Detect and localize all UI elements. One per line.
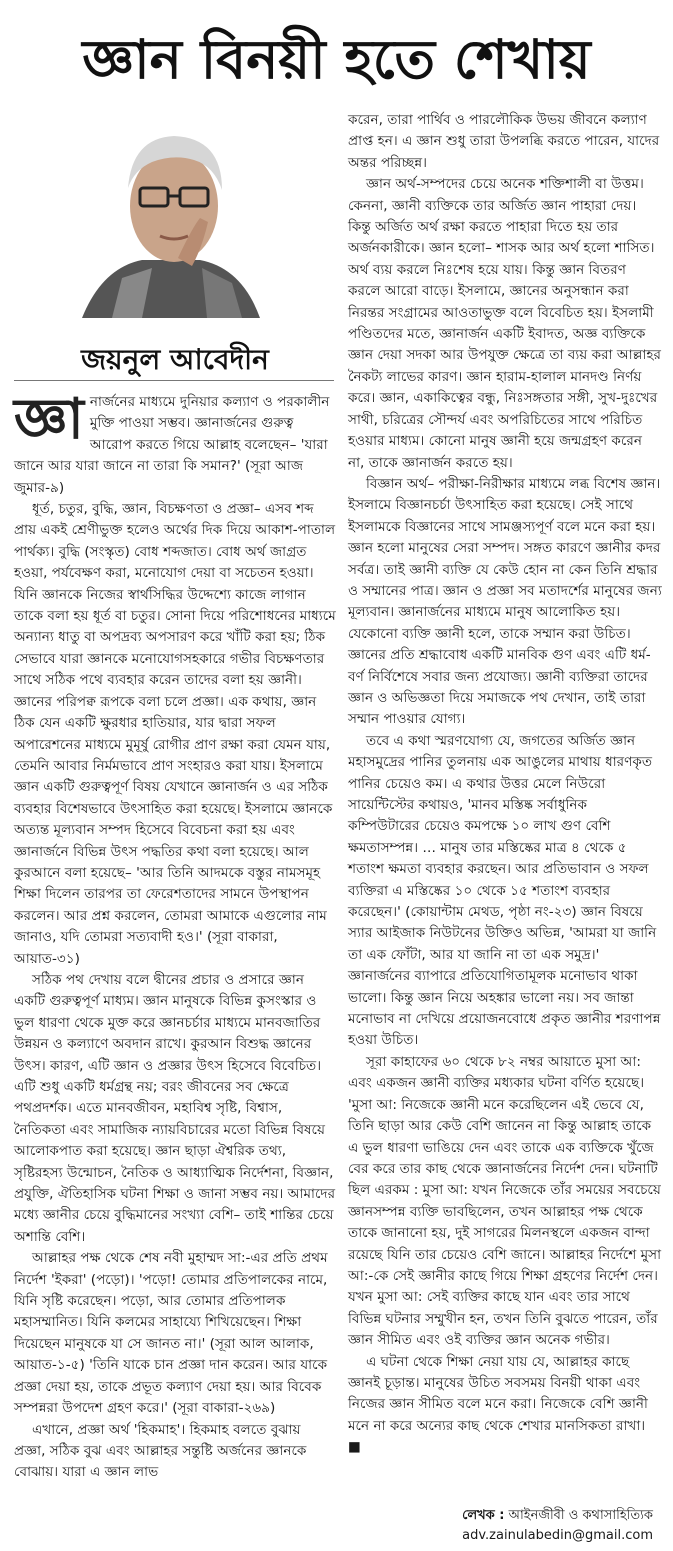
paragraph: সূরা কাহাফের ৬০ থেকে ৮২ নম্বর আয়াতে মুসা আ: এবং একজন জ্ঞানী ব্যক্তির মধ্যকার ঘটনা বর্ণিত হয়েছে। 'মুসা আ: নিজেকে জ্ঞানী মনে করেছিলেন এই ভেবে যে, তিনি ছাড়া আর কেউ বেশি জানেন না কিন্তু আল্লাহ তাকে এ ভুল ধারণা ভাঙিয়ে দেন এবং তাকে এক ব্যক্তিকে খুঁজে বের করে তার কাছ থেকে জ্ঞানার্জনের নির্দেশ দেন। ঘটনাটি ছিল এরকম : মুসা আ: যখন নিজেকে তাঁর সময়ের সবচেয়ে জ্ঞানসম্পন্ন ব্যক্তি ভাবছিলেন, তখন আল্লাহর পক্ষ থেকে তাকে জানানো হয়, দুই সাগরের মিলনস্থলে একজন বান্দা রয়েছে যিনি তার চেয়েও বেশি জানে। আল্লাহর নির্দেশে মুসা আ:-কে সেই জ্ঞানীর কাছে গিয়ে শিক্ষা গ্রহণের নির্দেশ দেন। যখন মুসা আ: সেই ব্যক্তির কাছে যান এবং তার সাথে বিভিন্ন ঘটনার সম্মুখীন হন, তখন তিনি বুঝতে পারেন, তাঁর জ্ঞান সীমিত এবং ওই ব্যক্তির জ্ঞান অনেক গভীর।: [348, 1053, 662, 1349]
author-footer: [462, 1506, 653, 1546]
author-credit-text: আইনজীবী ও কথাসাহিত্যিক: [508, 1508, 653, 1523]
left-column: [14, 386, 336, 1484]
author-credit-label: লেখক :: [462, 1508, 505, 1523]
author-byline: জয়নুল আবেদীন: [81, 343, 269, 376]
author-photo: [82, 118, 260, 318]
paragraph: ধূর্ত, চতুর, বুদ্ধি, জ্ঞান, বিচক্ষণতা ও প্রজ্ঞা– এসব শব্দ প্রায় একই শ্রেণীভুক্ত হলেও অর্থের দিক দিয়ে আকাশ-পাতাল পার্থক্য। বুদ্ধি (সংস্কৃত) বোধ শব্দজাত। বোধ অর্থ জাগ্রত হওয়া, পর্যবেক্ষণ করা, মনোযোগ দেয়া বা সচেতন হওয়া। যিনি জ্ঞানকে নিজের স্বার্থসিদ্ধির উদ্দেশ্যে কাজে লাগান তাকে বলা হয় ধূর্ত বা চতুর। সোনা দিয়ে পরিশোধনের মাধ্যমে অন্যান্য ধাতু বা অপদ্রব্য অপসারণ করে খাঁটি করা হয়; ঠিক সেভাবে যারা জ্ঞানকে মনোযোগসহকারে গভীর বিচক্ষণতার সাথে সঠিক পথে ব্যবহার করেন তাদের বলা হয় জ্ঞানী। জ্ঞানের পরিপক্ব রূপকে বলা চলে প্রজ্ঞা। এক কথায়, জ্ঞান ঠিক যেন একটি ক্ষুরধার হাতিয়ার, যার দ্বারা সফল অপারেশনের মাধ্যমে মুমূর্ষু রোগীর প্রাণ রক্ষা করা যেমন যায়, তেমনি আবার নির্মমভাবে প্রাণ সংহারও করা যায়। ইসলামে জ্ঞান একটি গুরুত্বপূর্ণ বিষয় যেখানে জ্ঞানার্জন ও এর সঠিক ব্যবহার বিশেষভাবে উৎসাহিত করা হয়েছে। ইসলামে জ্ঞানকে অত্যন্ত মূল্যবান সম্পদ হিসেবে বিবেচনা করা হয় এবং জ্ঞানার্জনে বিভিন্ন উৎস পদ্ধতির কথা বলা হয়েছে। আল কুরআনে বলা হয়েছে– 'আর তিনি আদমকে বস্তুর নামসমূহ শিক্ষা দিলেন তারপর তা ফেরেশতাদের সামনে উপস্থাপন করলেন। আর প্রশ্ন করলেন, তোমরা আমাকে এগুলোর নাম জানাও, যদি তোমরা সত্যবাদী হও।' (সূরা বাকারা, আয়াত-৩১): [14, 501, 336, 967]
paragraph: [14, 386, 336, 499]
paragraph: আল্লাহর পক্ষ থেকে শেষ নবী মুহাম্মদ সা:-এর প্রতি প্রথম নির্দেশ 'ইকরা' (পড়ো)। 'পড়ো! তোমার প্রতিপালকের নামে, যিনি সৃষ্টি করেছেন। পড়ো, আর তোমার প্রতিপালক মহাসম্মানিত। যিনি কলমের সাহায্যে শিখিয়েছেন। শিক্ষা দিয়েছেন মানুষকে যা সে জানত না।' (সূরা আল আলাক, আয়াত-১-৫) 'তিনি যাকে চান প্রজ্ঞা দান করেন। আর যাকে প্রজ্ঞা দেয়া হয়, তাকে প্রভূত কল্যাণ দেয়া হয়। আর বিবেক সম্পন্নরা উপদেশ গ্রহণ করে।' (সূরা বাকারা-২৬৯): [14, 1250, 328, 1417]
paragraph: এ ঘটনা থেকে শিক্ষা নেয়া যায় যে, আল্লাহর কাছে জ্ঞানই চূড়ান্ত। মানুষের উচিত সবসময় বিনয়ী থাকা এবং নিজের জ্ঞান সীমিত বলে মনে করা। নিজেকে বেশি জ্ঞানী মনে না করে অন্যের কাছ থেকে শেখার মানসিকতা রাখা। ■: [348, 1353, 648, 1456]
paragraph: সঠিক পথ দেখায় বলে দ্বীনের প্রচার ও প্রসারে জ্ঞান একটি গুরুত্বপূর্ণ মাধ্যম। জ্ঞান মানুষকে বিভিন্ন কুসংস্কার ও ভুল ধারণা থেকে মুক্ত করে জ্ঞানচর্চার মাধ্যমে মানবজাতির উন্নয়ন ও কল্যাণে অবদান রাখে। কুরআন বিশুদ্ধ জ্ঞানের উৎস। কারণ, এটি জ্ঞান ও প্রজ্ঞার উৎস হিসেবে বিবেচিত। এটি শুধু একটি ধর্মগ্রন্থ নয়; বরং জীবনের সব ক্ষেত্রে পথপ্রদর্শক। এতে মানবজীবন, মহাবিশ্ব সৃষ্টি, বিশ্বাস, নৈতিকতা এবং সামাজিক ন্যায়বিচারের মতো বিভিন্ন বিষয়ে আলোকপাত করা হয়েছে। জ্ঞান ছাড়া ঐশ্বরিক তথ্য, সৃষ্টিরহস্য উন্মোচন, নৈতিক ও আধ্যাত্মিক নির্দেশনা, বিজ্ঞান, প্রযুক্তি, ঐতিহাসিক ঘটনা শিক্ষা ও জানা সম্ভব নয়। আমাদের মধ্যে জ্ঞানীর চেয়ে বুদ্ধিমানের সংখ্যা বেশি– তাই শান্তির চেয়ে অশান্তি বেশি।: [14, 971, 336, 1245]
paragraph: তবে এ কথা স্মরণযোগ্য যে, জগতের অর্জিত জ্ঞান মহাসমুদ্রের পানির তুলনায় এক আঙুলের মাথায় ধারণকৃত পানির চেয়েও কম। এ কথার উত্তর মেলে নিউরো সায়েন্টিস্টের কথায়ও, 'মানব মস্তিষ্ক সর্বাধুনিক কম্পিউটারের চেয়েও কমপক্ষে ১০ লাখ গুণ বেশি ক্ষমতাসম্পন্ন। … মানুষ তার মস্তিষ্কের মাত্র ৪ থেকে ৫ শতাংশ ক্ষমতা ব্যবহার করছেন। আর প্রতিভাবান ও সফল ব্যক্তিরা এ মস্তিষ্কের ১০ থেকে ১৫ শতাংশ ব্যবহার করেছেন।' (কোয়ান্টাম মেথড, পৃষ্ঠা নং-২৩) জ্ঞান বিষয়ে স্যার আইজাক নিউটনের উক্তিও অভিন্ন, 'আমরা যা জানি তা এক ফোঁটা, আর যা জানি না তা এক সমুদ্র।' জ্ঞানার্জনের ব্যাপারে প্রতিযোগিতামূলক মনোভাব থাকা ভালো। কিন্তু জ্ঞান নিয়ে অহঙ্কার ভালো নয়। সব জান্তা মনোভাব না দেখিয়ে প্রয়োজনবোধে প্রকৃত জ্ঞানীর শরণাপন্ন হওয়া উচিত।: [348, 732, 661, 1049]
paragraph: জ্ঞান অর্থ-সম্পদের চেয়ে অনেক শক্তিশালী বা উত্তম। কেননা, জ্ঞানী ব্যক্তিকে তার অর্জিত জ্ঞান পাহারা দেয়। কিন্তু অর্জিত অর্থ রক্ষা করতে পাহারা দিতে হয় তার অর্জনকারীকে। জ্ঞান হলো– শাসক আর অর্থ হলো শাসিত। অর্থ ব্যয় করলে নিঃশেষ হয়ে যায়। কিন্তু জ্ঞান বিতরণ করলে আরো বাড়ে। ইসলামে, জ্ঞানের অনুসন্ধান করা নিরন্তর সংগ্রামের আওতাভুক্ত বলে বিবেচিত হয়। ইসলামী পণ্ডিতদের মতে, জ্ঞানার্জন একটি ইবাদত, অজ্ঞ ব্যক্তিকে জ্ঞান দেয়া সদকা আর উপযুক্ত ক্ষেত্রে তা ব্যয় করা আল্লাহর নৈকট্য লাভের কারণ। জ্ঞান হারাম-হালাল মানদণ্ড নির্ণয় করে। জ্ঞান, একাকিত্বের বন্ধু, নিঃসঙ্গতার সঙ্গী, সুখ-দুঃখের সাথী, চরিত্রের সৌন্দর্য এবং অপরিচিতের সাথে পরিচিত হওয়ার মাধ্যম। কোনো মানুষ জ্ঞানী হয়ে জন্মগ্রহণ করেন না, তাকে জ্ঞানার্জন করতে হয়।: [348, 176, 661, 471]
right-column: [348, 110, 662, 1459]
drop-cap: জ্ঞা: [14, 386, 84, 452]
paragraph: বিজ্ঞান অর্থ– পরীক্ষা-নিরীক্ষার মাধ্যমে লব্ধ বিশেষ জ্ঞান। ইসলামে বিজ্ঞানচর্চা উৎসাহিত করা হয়েছে। সেই সাথে ইসলামকে বিজ্ঞানের সাথে সামঞ্জস্যপূর্ণ বলে মনে করা হয়। জ্ঞান হলো মানুষের সেরা সম্পদ। সঙ্গত কারণে জ্ঞানীর কদর সর্বত্র। তাই জ্ঞানী ব্যক্তি যে কেউ হোন না কেন তিনি শ্রদ্ধার ও সম্মানের পাত্র। জ্ঞান ও প্রজ্ঞা সব মতাদর্শের মানুষের জন্য মূল্যবান। জ্ঞানার্জনের মাধ্যমে মানুষ আলোকিত হয়। যেকোনো ব্যক্তি জ্ঞানী হলে, তাকে সম্মান করা উচিত। জ্ঞানের প্রতি শ্রদ্ধাবোধ একটি মানবিক গুণ এবং এটি ধর্ম-বর্ণ নির্বিশেষে সবার জন্য প্রযোজ্য। জ্ঞানী ব্যক্তিরা তাদের জ্ঞান ও অভিজ্ঞতা দিয়ে সমাজকে পথ দেখান, তাই তারা সম্মান পাওয়ার যোগ্য।: [348, 475, 662, 728]
paragraph-text: নার্জনের মাধ্যমে দুনিয়ার কল্যাণ ও পরকালীন মুক্তি পাওয়া সম্ভব। জ্ঞানার্জনের গুরুত্ব আরোপ করতে গিয়ে আল্লাহ বলেছেন– 'যারা জানে আর যারা জানে না তারা কি সমান?' (সূরা আজ জুমার-৯): [14, 394, 330, 496]
paragraph: করেন, তারা পার্থিব ও পারলৌকিক উভয় জীবনে কল্যাণ প্রাপ্ত হন। এ জ্ঞান শুধু তারা উপলব্ধি করতে পারেন, যাদের অন্তর পরিচ্ছন্ন।: [348, 112, 660, 171]
author-email[interactable]: adv.zainulabedin@gmail.com: [462, 1528, 653, 1543]
byline-divider: [14, 380, 334, 381]
paragraph: এখানে, প্রজ্ঞা অর্থ 'হিকমাহ'। হিকমাহ বলতে বুঝায় প্রজ্ঞা, সঠিক বুঝ এবং আল্লাহর সন্তুষ্টি অর্জনের জ্ঞানকে বোঝায়। যারা এ জ্ঞান লাভ: [14, 1421, 307, 1481]
author-credit: [462, 1506, 653, 1526]
article-headline: জ্ঞান বিনয়ী হতে শেখায়: [82, 27, 591, 91]
